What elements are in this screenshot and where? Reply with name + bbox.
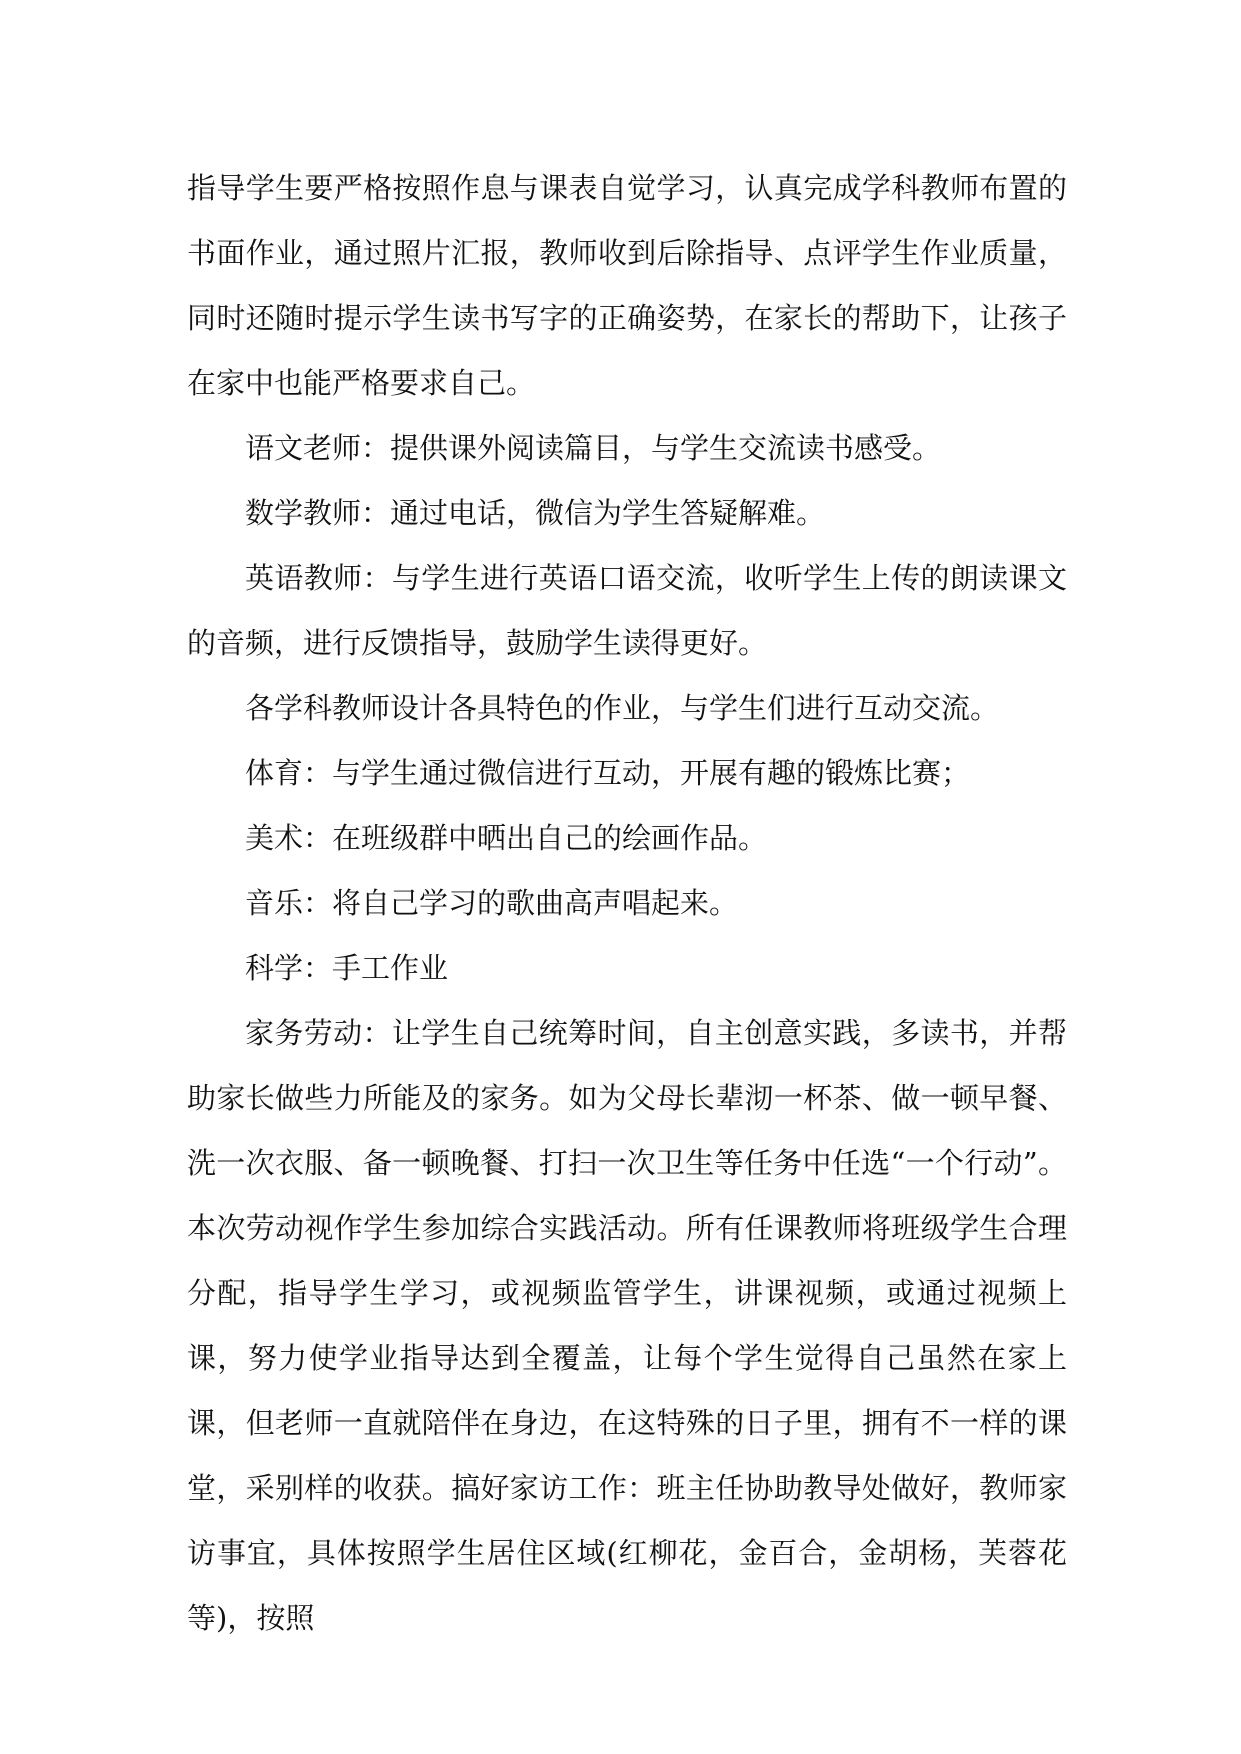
paragraph-music: 音乐：将自己学习的歌曲高声唱起来。 [245,886,739,920]
paragraph-science: 科学：手工作业 [245,951,449,985]
paragraph-housework: 家务劳动：让学生自己统筹时间，自主创意实践，多读书，并帮助家长做些力所能及的家务。如为父母长辈沏一杯茶、做一顿早餐、洗一次衣服、备一顿晚餐、打扫一次卫生等任务中任选“一个行动”。本次劳动视作学生参加综合实践活动。所有任课教师将班级学生合理分配，指导学生学习，或视频监管学生，讲课视频，或通过视频上课，努力使学业指导达到全覆盖，让每个学生觉得自己虽然在家上课，但老师一直就陪伴在身边，在这特殊的日子里，拥有不一样的课堂，采别样的收获。搞好家访工作：班主任协助教导处做好，教师家访事宜，具体按照学生居住区域(红柳花，金百合，金胡杨，芙蓉花等)，按照 [187,1016,1067,1635]
paragraph-english-teacher: 英语教师：与学生进行英语口语交流，收听学生上传的朗读课文的音频，进行反馈指导，鼓励学生读得更好。 [187,561,1067,660]
paragraph-chinese-teacher: 语文老师：提供课外阅读篇目，与学生交流读书感受。 [245,431,942,465]
paragraph-study-guidance: 指导学生要严格按照作息与课表自觉学习，认真完成学科教师布置的书面作业，通过照片汇报，教师收到后除指导、点评学生作业质量，同时还随时提示学生读书写字的正确姿势，在家长的帮助下，让孩子在家中也能严格要求自己。 [187,171,1067,400]
document-body [187,156,1067,1651]
paragraph-all-subjects: 各学科教师设计各具特色的作业，与学生们进行互动交流。 [245,691,1000,725]
paragraph-art: 美术：在班级群中晒出自己的绘画作品。 [245,821,768,855]
paragraph-pe: 体育：与学生通过微信进行互动，开展有趣的锻炼比赛； [245,756,971,790]
paragraph-math-teacher: 数学教师：通过电话，微信为学生答疑解难。 [245,496,826,530]
